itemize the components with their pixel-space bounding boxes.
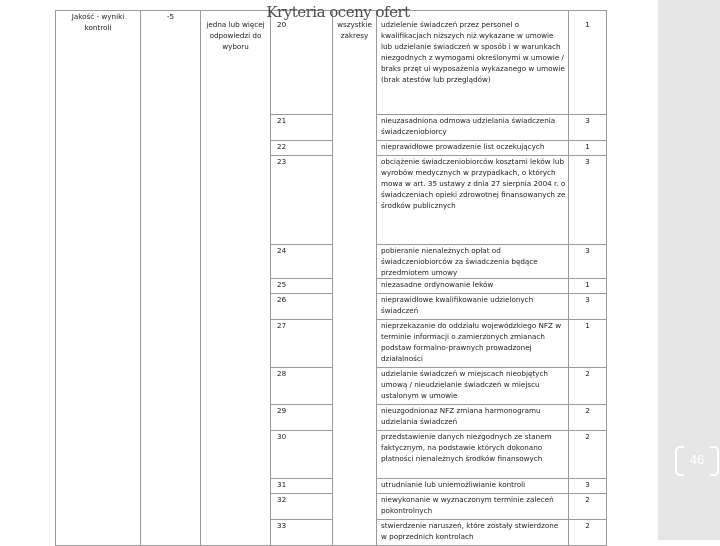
row-description: nieprawidłowe kwalifikowanie udzielonych świadczeń (377, 294, 569, 320)
table-row (56, 11, 607, 115)
scope-single-cell: jedna lub więcej odpowiedzi do wyboru (201, 11, 271, 546)
row-number: 23 (271, 156, 333, 245)
criteria-table (55, 10, 607, 546)
row-number: 28 (271, 368, 333, 405)
row-points: 3 (569, 156, 607, 245)
weight-cell: -5 (141, 11, 201, 546)
row-number: 22 (271, 141, 333, 156)
row-number: 26 (271, 294, 333, 320)
row-description: udzielanie świadczeń w miejscach nieobjętych umową / nieudzielanie świadczeń w miejscu ustalonym w umowie (377, 368, 569, 405)
row-points: 3 (569, 294, 607, 320)
row-description: pobieranie nienależnych opłat od świadczeniobiorców za świadczenia będące przedmiotem umowy (377, 245, 569, 279)
row-description: nieprawidłowe prowadzenie list oczekujących (377, 141, 569, 156)
row-description: udzielenie świadczeń przez personel o kwalifikacjach niższych niż wykazane w umowie lub udzielanie świadczeń w sposób i w warunkach niezgodnych z wymogami określonymi w umowie / braks przęt ui wyposażenia wykazanego w umowie (brak atestów lub przeglądów) (377, 11, 569, 115)
scope-all-cell: wszystkie zakresy (333, 11, 377, 546)
row-points: 1 (569, 141, 607, 156)
row-points: 1 (569, 320, 607, 368)
row-description: stwierdzenie naruszeń, które zostały stwierdzone w poprzednich kontrolach (377, 520, 569, 546)
row-points: 2 (569, 431, 607, 479)
criterion-cell: Jakość - wyniki kontroli (56, 11, 141, 546)
row-number: 31 (271, 479, 333, 494)
row-points: 1 (569, 279, 607, 294)
row-points: 2 (569, 368, 607, 405)
row-number: 20 (271, 11, 333, 115)
page-number-badge (675, 446, 719, 478)
row-points: 2 (569, 494, 607, 520)
row-number: 25 (271, 279, 333, 294)
row-description: niezasadne ordynowanie leków (377, 279, 569, 294)
row-points: 2 (569, 405, 607, 431)
row-points: 3 (569, 245, 607, 279)
slide-title: Kryteria oceny ofert (266, 3, 410, 21)
row-description: utrudnianie lub uniemożliwianie kontroli (377, 479, 569, 494)
row-number: 32 (271, 494, 333, 520)
row-number: 29 (271, 405, 333, 431)
row-description: przedstawienie danych niezgodnych ze stanem faktycznym, na podstawie których dokonano płatności nienależnych środków finansowych (377, 431, 569, 479)
row-number: 30 (271, 431, 333, 479)
row-points: 1 (569, 11, 607, 115)
row-description: obciążenie świadczeniobiorców kosztami leków lub wyrobów medycznych w przypadkach, o których mowa w art. 35 ustawy z dnia 27 sierpnia 2004 r. o świadczeniach opieki zdrowotnej finansowanych ze środków publicznych (377, 156, 569, 245)
row-points: 2 (569, 520, 607, 546)
row-number: 24 (271, 245, 333, 279)
page-number: 46 (689, 452, 705, 467)
row-points: 3 (569, 479, 607, 494)
row-number: 27 (271, 320, 333, 368)
row-description: nieuzasadniona odmowa udzielania świadczenia świadczeniobiorcy (377, 115, 569, 141)
row-description: niewykonanie w wyznaczonym terminie zaleceń pokontrolnych (377, 494, 569, 520)
row-description: nieprzekazanie do oddziału wojewódzkiego NFZ w terminie informacji o zamierzonych zmianach podstaw formalno-prawnych prowadzonej działalności (377, 320, 569, 368)
row-number: 33 (271, 520, 333, 546)
row-description: nieuzgodnionaz NFZ zmiana harmonogramu udzielania świadczeń (377, 405, 569, 431)
row-number: 21 (271, 115, 333, 141)
row-points: 3 (569, 115, 607, 141)
